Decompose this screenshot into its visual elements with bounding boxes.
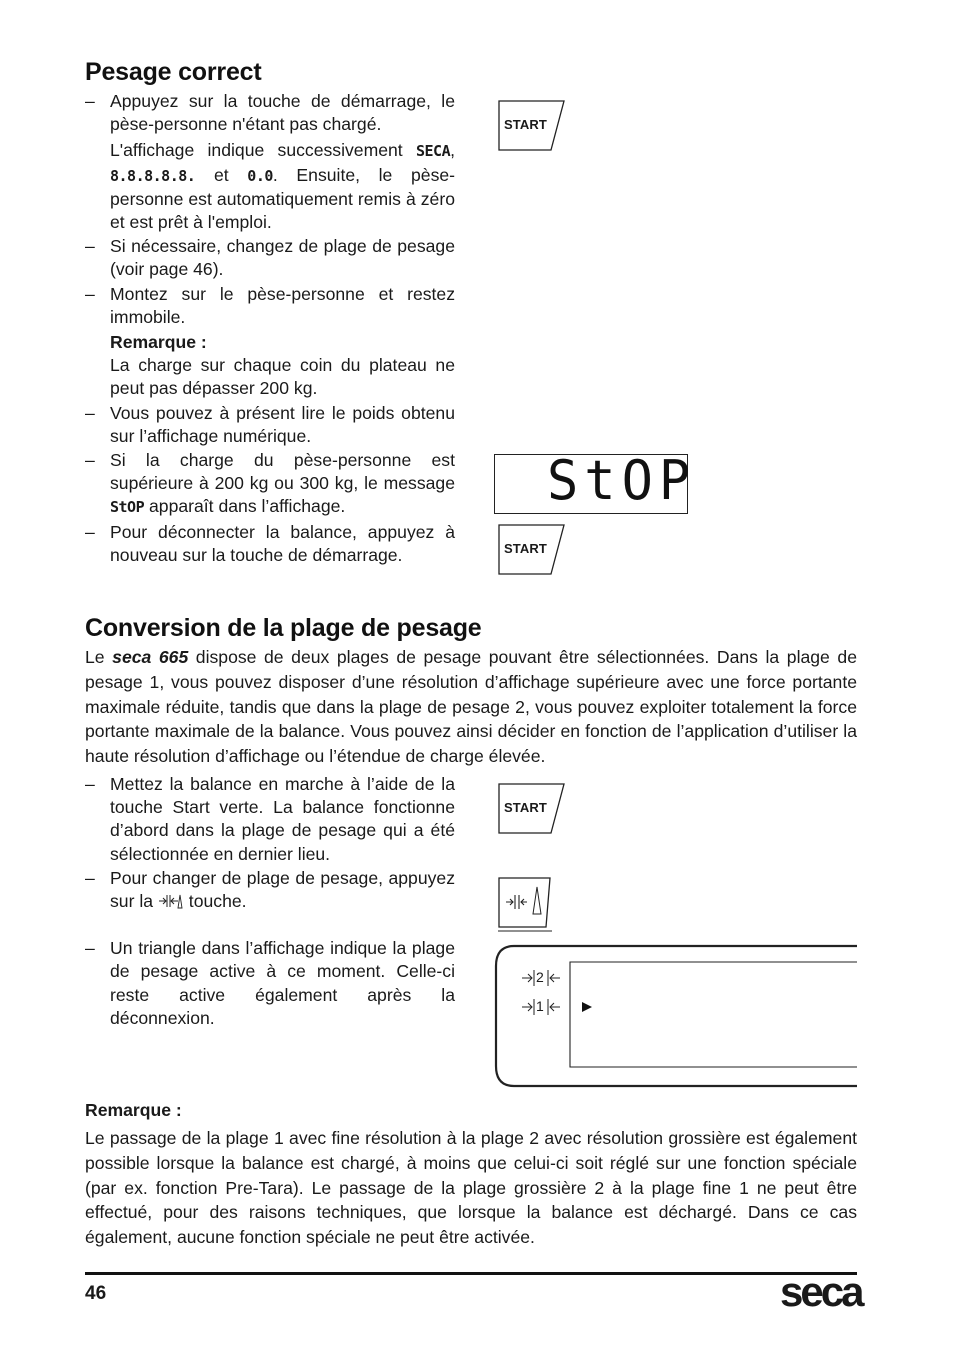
stop-display-text: StOP (547, 449, 697, 513)
range-label-2: 2 (536, 969, 544, 985)
brand-logo: seca (780, 1268, 862, 1315)
list-item: – Appuyez sur la touche de démarrage, le pèse-personne n'étant pas chargé. L'affichage indique successivement SECA, 8.8.8.8.8. et 0.0. Ensuite, le pèse-personne est automatiquement remis à zéro et est prêt à l'emploi. (85, 90, 455, 234)
range-key-illustration (498, 876, 553, 932)
model-name: seca 665 (112, 647, 189, 667)
list-item-text: Montez sur le pèse-personne et restez immobile. (110, 283, 455, 327)
range-key-icon (498, 876, 553, 932)
start-button-illustration (498, 524, 568, 576)
note-paragraph: Le passage de la plage 1 avec fine résolution à la plage 2 avec résolution grossière est également possible lorsque la balance est chargé, à moins que celui-ci soit réglé sur une fonction spéciale (par ex. fonction Pre-Tara). Le passage de la plage grossière 2 à la plage fine 1 ne peut être effectué, pour des raisons techniques, que lorsque la balance est déchargé. Dans ce cas également, aucune fonction spéciale ne peut être activée. (85, 1128, 857, 1248)
range-label-1: 1 (536, 998, 544, 1014)
start-label: START (504, 117, 547, 132)
start-label: START (504, 541, 547, 556)
list-item-continuation: L'affichage indique successivement SECA, 8.8.8.8.8. et 0.0. Ensuite, le pèse-personne est automatiquement remis à zéro et est prêt à l'emploi. (110, 140, 456, 233)
stop-display (494, 449, 697, 514)
list-item: – Montez sur le pèse-personne et restez immobile. Remarque : La charge sur chaque coin du plateau ne peut pas dépasser 200 kg. (85, 283, 455, 401)
list-item-text: Vous pouvez à présent lire le poids obtenu sur l’affichage numérique. (110, 402, 455, 446)
lcd-zero-text: 0.0 (247, 166, 273, 185)
list-item-text: Appuyez sur la touche de démarrage, le pèse-personne n'étant pas chargé. (110, 91, 455, 135)
list-item-text: Pour déconnecter la balance, appuyez à nouveau sur la touche de démarrage. (110, 521, 455, 565)
list-item-text: Si la charge du pèse-personne est supérieure à 200 kg ou 300 kg, le message StOP apparaît dans l’affichage. (110, 450, 455, 517)
start-label: START (504, 800, 547, 815)
list-item: – Si la charge du pèse-personne est supérieure à 200 kg ou 300 kg, le message StOP apparaît dans l’affichage. (85, 449, 455, 520)
footer-divider (85, 1272, 857, 1275)
instructions-list-1 (85, 90, 455, 567)
list-item: – Si nécessaire, changez de plage de pesage (voir page 46). (85, 235, 455, 281)
list-item: – Vous pouvez à présent lire le poids obtenu sur l’affichage numérique. (85, 402, 455, 448)
start-button-illustration (498, 783, 568, 835)
list-item: – Pour déconnecter la balance, appuyez à nouveau sur la touche de démarrage. (85, 521, 455, 567)
lcd-test-text: 8.8.8.8.8. (110, 166, 196, 185)
instructions-list-2 (85, 773, 455, 1030)
list-item-text: Mettez la balance en marche à l’aide de la touche Start verte. La balance fonctionne d’abord dans la plage de pesage qui a été sélectionnée en dernier lieu. (110, 774, 455, 864)
lcd-stop-text: StOP (110, 498, 145, 517)
lcd-seca-text: SECA (415, 142, 451, 161)
note-title: Remarque : (85, 1100, 182, 1120)
note-title: Remarque : (110, 332, 207, 353)
page-number: 46 (85, 1283, 107, 1304)
display-panel-outline (494, 944, 858, 1088)
active-range-triangle-icon (582, 1002, 592, 1012)
list-item-text: Pour changer de plage de pesage, appuyez sur la touche. (110, 867, 455, 912)
list-item: – Pour changer de plage de pesage, appuyez sur la touche. (85, 867, 455, 913)
range-display-panel (494, 944, 858, 1088)
list-item: – Mettez la balance en marche à l’aide de la touche Start verte. La balance fonctionne d’abord dans la plage de pesage qui a été sélectionnée en dernier lieu. (85, 773, 455, 866)
note-text: La charge sur chaque coin du plateau ne peut pas dépasser 200 kg. (110, 355, 455, 399)
section-title-pesage-correct: Pesage correct (85, 58, 262, 86)
list-item-text: Un triangle dans l’affichage indique la plage de pesage active à ce moment. Celle-ci reste active également après la déconnexion. (110, 938, 455, 1028)
intro-paragraph: Le seca 665 dispose de deux plages de pesage pouvant être sélectionnées. Dans la plage de pesage 1, vous pouvez disposer d’une résolution d’affichage supérieure avec une force portante maximale réduite, tandis que dans la plage de pesage 2, vous pouvez exploiter totalement la force portante maximale de la balance. Vous pouvez ainsi décider en fonction de l’application d’utiliser la haute résolution d’affichage ou l’étendue de charge élevée. (85, 647, 857, 767)
start-button-illustration (498, 100, 568, 152)
list-item-text: Si nécessaire, changez de plage de pesage (voir page 46). (110, 236, 455, 280)
range-toggle-icon (158, 892, 184, 910)
list-item: – Un triangle dans l’affichage indique la plage de pesage active à ce moment. Celle-ci reste active également après la déconnexion. (85, 937, 455, 1030)
section-title-conversion: Conversion de la plage de pesage (85, 614, 482, 642)
